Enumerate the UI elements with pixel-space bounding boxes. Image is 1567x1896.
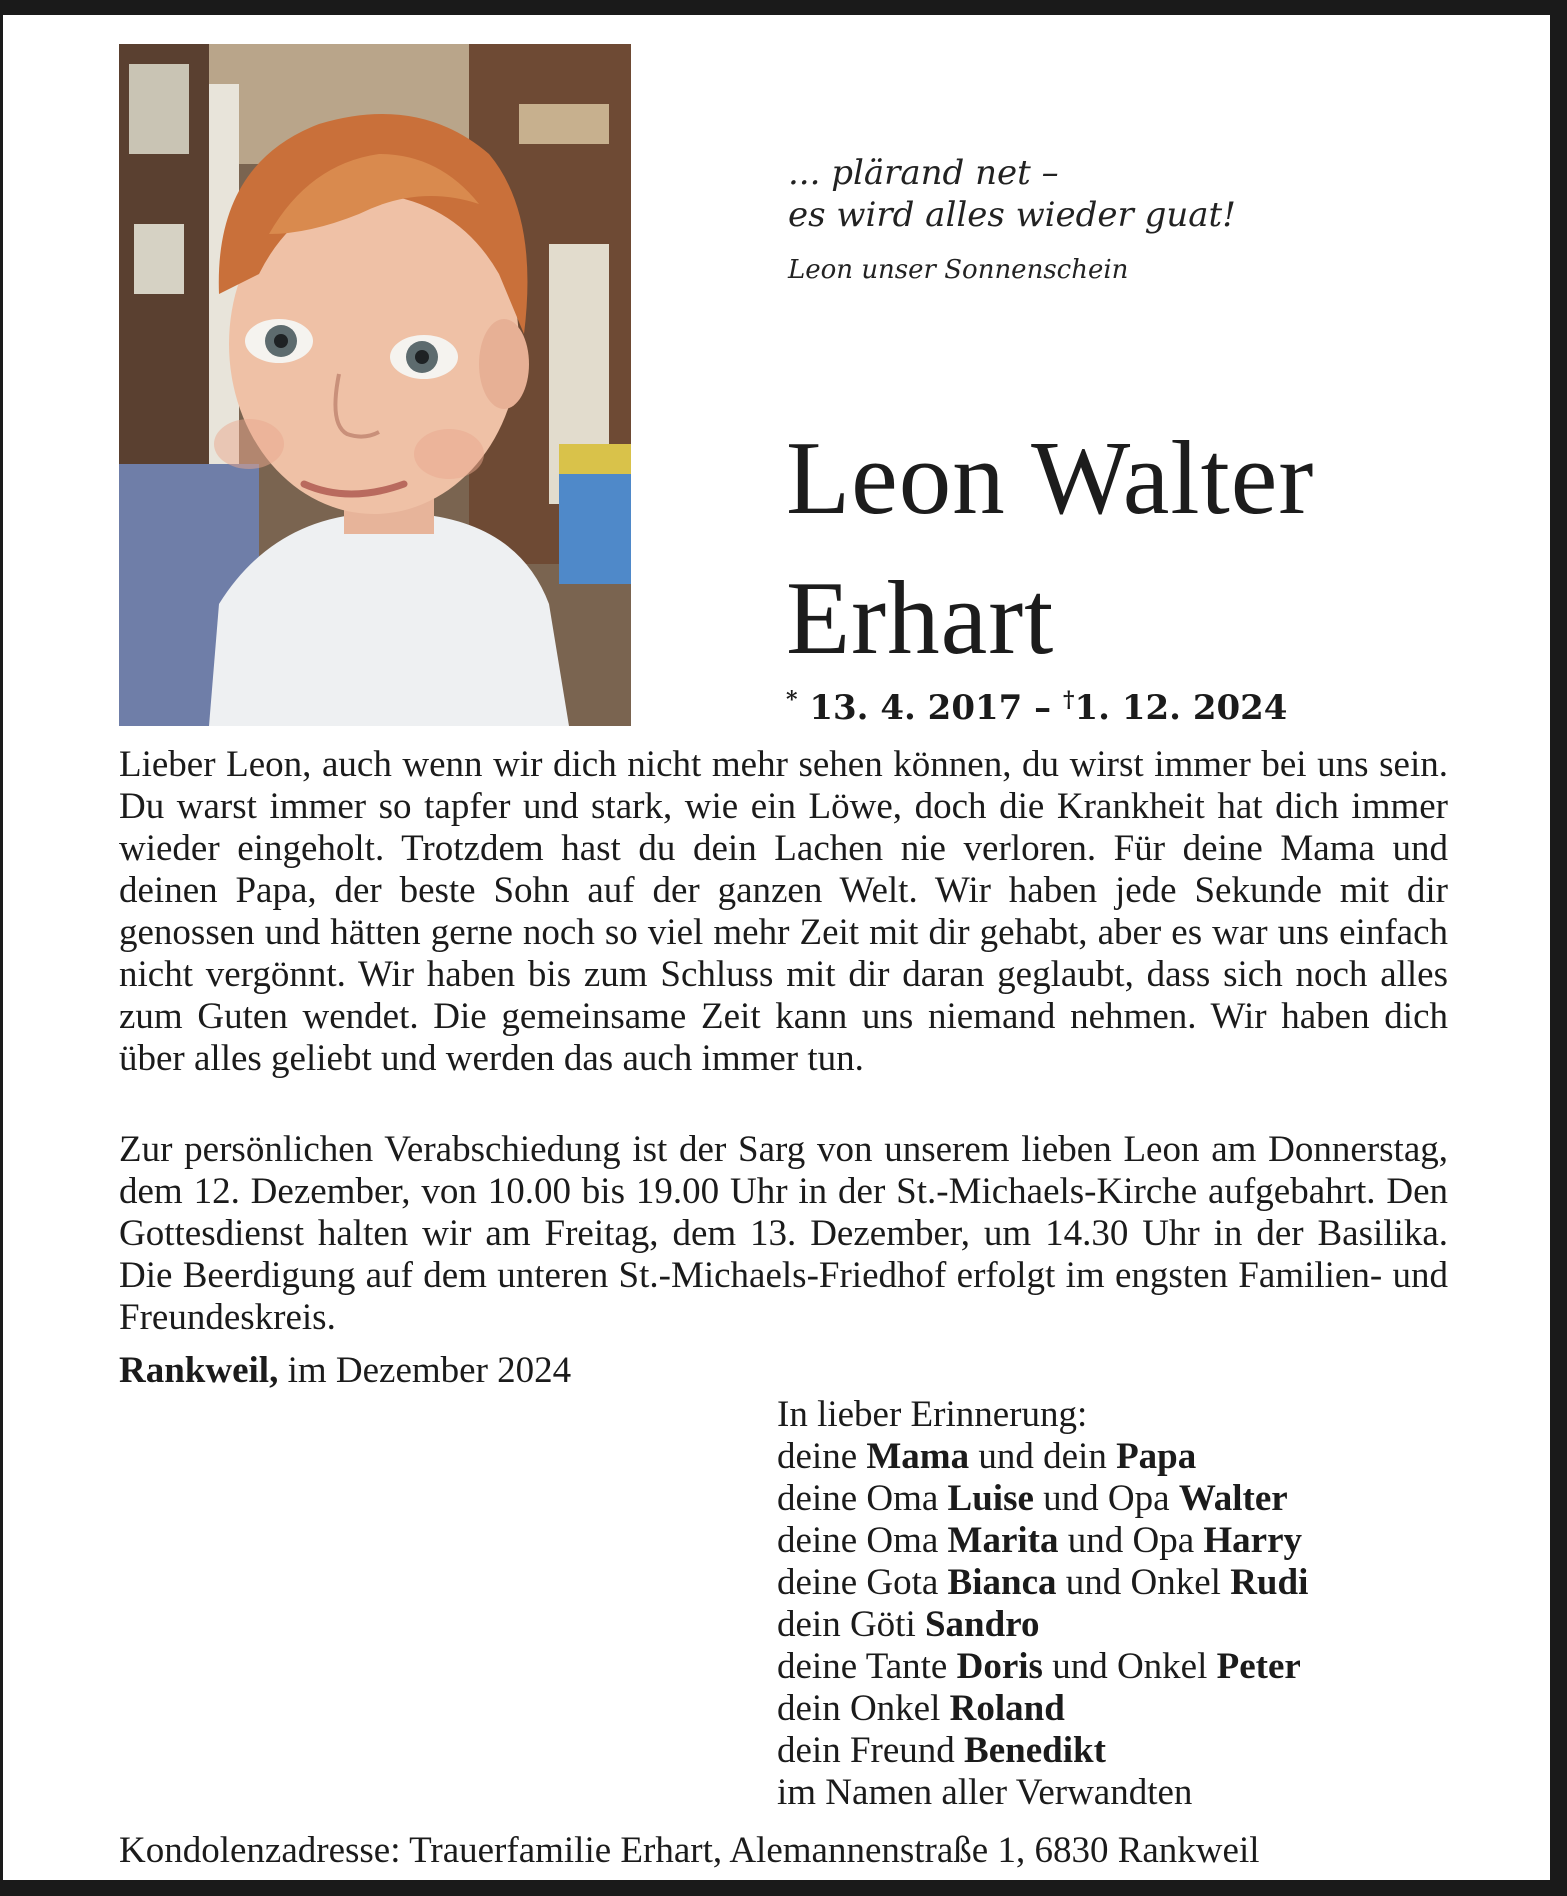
mourner-relation: deine Tante bbox=[777, 1646, 957, 1687]
mourner-name: Benedikt bbox=[964, 1730, 1106, 1771]
mourner-name: Peter bbox=[1216, 1646, 1301, 1687]
mourner-name: Sandro bbox=[924, 1604, 1040, 1645]
portrait-photo bbox=[119, 44, 631, 726]
tribute-paragraph: Lieber Leon, auch wenn wir dich nicht mehr sehen können, du wirst immer bei uns sein. Du warst immer so tapfer und stark, wie ein Löwe, doch die Krankheit hat dich immer wieder eingeholt. Trotzdem hast du dein Lachen nie verloren. Für deine Mama und deinen Papa, der beste Sohn auf der ganzen Welt. Wir haben jede Sekunde mit dir genossen und hätten gerne noch so viel mehr Zeit mit dir gehabt, aber es war uns einfach nicht vergönnt. Wir haben bis zum Schluss mit dir daran geglaubt, dass sich noch alles zum Guten wendet. Die gemeinsame Zeit kann uns niemand nehmen. Wir haben dich über alles geliebt und werden das auch immer tun. bbox=[119, 744, 1448, 1079]
motto bbox=[788, 152, 1236, 236]
mourner-name: Marita bbox=[947, 1520, 1059, 1561]
mourner-relation: deine Oma bbox=[777, 1520, 948, 1561]
mourner-relation: deine bbox=[777, 1436, 867, 1477]
birth-symbol: * bbox=[786, 687, 798, 713]
mourner-name: Harry bbox=[1203, 1520, 1303, 1561]
mourner-line bbox=[777, 1436, 1308, 1478]
mourners-heading: In lieber Erinnerung: bbox=[777, 1394, 1088, 1435]
deceased-name bbox=[786, 408, 1314, 688]
life-dates bbox=[786, 678, 1287, 730]
death-date: 1. 12. 2024 bbox=[1074, 688, 1288, 728]
mourner-relation: dein Göti bbox=[777, 1604, 925, 1645]
mourner-line bbox=[777, 1520, 1308, 1562]
mourner-line bbox=[777, 1562, 1308, 1604]
mourner-relation: dein Freund bbox=[777, 1730, 965, 1771]
name-line-2: Erhart bbox=[786, 559, 1055, 676]
mourner-name: Luise bbox=[947, 1478, 1034, 1519]
mourner-relation: und Onkel bbox=[1042, 1646, 1217, 1687]
mourner-relation: deine Gota bbox=[777, 1562, 948, 1603]
mourner-line bbox=[777, 1604, 1308, 1646]
mourner-name: Papa bbox=[1116, 1436, 1197, 1477]
mourners-list bbox=[777, 1394, 1308, 1814]
mourner-name: Rudi bbox=[1230, 1562, 1309, 1603]
mourner-line bbox=[777, 1646, 1308, 1688]
mourners-closing: im Namen aller Verwandten bbox=[777, 1772, 1193, 1813]
mourner-name: Doris bbox=[956, 1646, 1043, 1687]
mourner-line bbox=[777, 1478, 1308, 1520]
mourner-relation: und Opa bbox=[1058, 1520, 1204, 1561]
place-date: im Dezember 2024 bbox=[287, 1350, 572, 1391]
mourner-name: Roland bbox=[949, 1688, 1065, 1729]
place-and-date bbox=[119, 1350, 571, 1392]
mourner-relation: und dein bbox=[969, 1436, 1117, 1477]
mourner-relation: und Onkel bbox=[1056, 1562, 1231, 1603]
birth-date: 13. 4. 2017 bbox=[809, 688, 1023, 728]
motto-line-2: es wird alles wieder guat! bbox=[788, 195, 1236, 235]
date-separator: – bbox=[1034, 688, 1052, 728]
name-line-1: Leon Walter bbox=[786, 419, 1315, 536]
motto-line-1: ... plärand net – bbox=[788, 153, 1059, 193]
mourner-name: Mama bbox=[866, 1436, 970, 1477]
motto-subtitle: Leon unser Sonnenschein bbox=[788, 255, 1129, 285]
mourner-name: Bianca bbox=[947, 1562, 1057, 1603]
place-city: Rankweil, bbox=[119, 1350, 279, 1391]
mourner-line bbox=[777, 1688, 1308, 1730]
mourner-relation: deine Oma bbox=[777, 1478, 948, 1519]
mourner-relation: und Opa bbox=[1033, 1478, 1179, 1519]
death-symbol: † bbox=[1063, 687, 1075, 713]
mourner-name: Walter bbox=[1178, 1478, 1288, 1519]
funeral-details-paragraph: Zur persönlichen Verabschiedung ist der Sarg von unserem lieben Leon am Donnerstag, dem 12. Dezember, von 10.00 bis 19.00 Uhr in der St.-Michaels-Kirche aufgebahrt. Den Gottesdienst halten wir am Freitag, dem 13. Dezember, um 14.30 Uhr in der Basilika. Die Beerdigung auf dem unteren St.-Michaels-Friedhof erfolgt im engsten Familien- und Freundeskreis. bbox=[119, 1129, 1448, 1338]
mourner-relation: dein Onkel bbox=[777, 1688, 950, 1729]
mourner-line bbox=[777, 1730, 1308, 1772]
condolence-address: Kondolenzadresse: Trauerfamilie Erhart, Alemannenstraße 1, 6830 Rankweil bbox=[119, 1830, 1260, 1871]
